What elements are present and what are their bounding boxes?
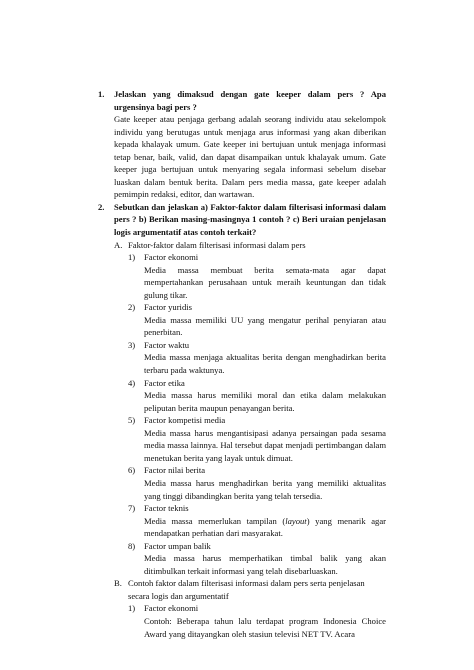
- item-name: Factor waktu: [144, 339, 190, 350]
- item-name: Factor teknis: [144, 503, 189, 514]
- list-item: [128, 377, 386, 415]
- section-title: Faktor-faktor dalam filterisasi informasi dalam pers: [128, 239, 306, 250]
- item-description: Media massa membuat berita semata-mata agar dapat mempertahankan perusahaan untuk meraih keuntungan dan tidak gulung tikar.: [144, 264, 386, 300]
- desc-text-after: ) yang menarik agar mendapatkan perhatian dari masyarakat.: [144, 515, 386, 539]
- item-description: Contoh: Beberapa tahun lalu terdapat program Indonesia Choice Award yang ditayangkan oleh stasiun televisi NET TV. Acara: [144, 615, 386, 639]
- list-item: [128, 301, 386, 339]
- list-item: [128, 251, 386, 301]
- item-number: 4): [128, 377, 136, 388]
- item-number: 1): [128, 252, 136, 263]
- question-heading: Sebutkan dan jelaskan a) Faktor-faktor dalam filterisasi informasi dalam pers ? b) Berikan masing-masingnya 1 contoh ? c) Beri uraian penjelasan logis argumentatif atas contoh terkait?: [114, 201, 386, 238]
- list-item: [128, 464, 386, 502]
- item-name: Factor umpan balik: [144, 540, 211, 551]
- item-description: Media massa memiliki UU yang mengatur perihal penyiaran atau penerbitan.: [144, 314, 386, 338]
- section-label: B.: [114, 578, 122, 589]
- question-number: 1.: [98, 89, 105, 99]
- section-a: [114, 239, 386, 578]
- section-label: A.: [114, 239, 123, 250]
- list-item: [128, 602, 386, 640]
- section-b: [114, 577, 386, 640]
- question-2: [98, 201, 386, 640]
- answer-paragraph: Gate keeper atau penjaga gerbang adalah seorang individu atau sekelompok individu yang berutugas untuk menjaga arus informasi yang akan diberikan kepada khalayak umum. Gate keeper ini bertujuan untuk menjaga informasi tetap benar, baik, valid, dan dapat disampaikan untuk khalayak umum. Gate keeper juga bertujuan untuk menyaring segala informasi sebelum disebar luaskan dalam bentuk berita. Dalam pers media massa, gate keeper adalah pemimpin redaksi, editor, dan wartawan.: [114, 114, 386, 200]
- item-description: Media massa harus mengantisipasi adanya persaingan pada sesama media massa lainnya. Hal tersebut dapat menjadi pertimbangan dalam menetukan berita yang layak untuk dimuat.: [144, 427, 386, 463]
- desc-text-before: Media massa memerlukan tampilan (: [144, 515, 286, 526]
- item-name: Factor yuridis: [144, 302, 192, 313]
- list-item: [128, 414, 386, 464]
- item-description: Media massa harus memiliki moral dan etika dalam melakukan peliputan berita maupun penayangan berita.: [144, 390, 386, 413]
- question-number: 2.: [98, 201, 105, 212]
- desc-italic-term: layout: [285, 515, 307, 526]
- question-1: [98, 88, 386, 201]
- item-number: 3): [128, 339, 136, 350]
- item-description: Media massa harus memperhatikan timbal balik yang akan ditimbulkan terkait informasi yang telah disebarluaskan.: [144, 553, 386, 576]
- question-heading: Jelaskan yang dimaksud dengan gate keeper dalam pers ? Apa urgensinya bagi pers ?: [114, 89, 386, 112]
- list-item: [128, 502, 386, 540]
- item-number: 8): [128, 540, 136, 551]
- item-number: 7): [128, 503, 136, 514]
- item-description: Media massa harus menghadirkan berita yang memiliki aktualitas yang tinggi dibandingkan berita yang telah tersedia.: [144, 477, 386, 501]
- item-number: 5): [128, 415, 136, 426]
- list-item: [128, 339, 386, 377]
- item-name: Factor nilai berita: [144, 465, 206, 476]
- item-name: Factor kompetisi media: [144, 415, 226, 426]
- item-number: 2): [128, 302, 136, 313]
- section-title: Contoh faktor dalam filterisasi informasi dalam pers serta penjelasan secara logis dan argumentatif: [128, 578, 365, 601]
- item-number: 1): [128, 603, 136, 614]
- item-name: Factor ekonomi: [144, 252, 199, 263]
- item-description: [144, 515, 386, 540]
- item-description: Media massa menjaga aktualitas berita dengan menghadirkan berita terbaru pada waktunya.: [144, 352, 386, 376]
- document-content: [98, 88, 386, 640]
- list-item: [128, 540, 386, 578]
- item-name: Factor etika: [144, 377, 185, 388]
- item-name: Factor ekonomi: [144, 603, 199, 614]
- item-number: 6): [128, 465, 136, 476]
